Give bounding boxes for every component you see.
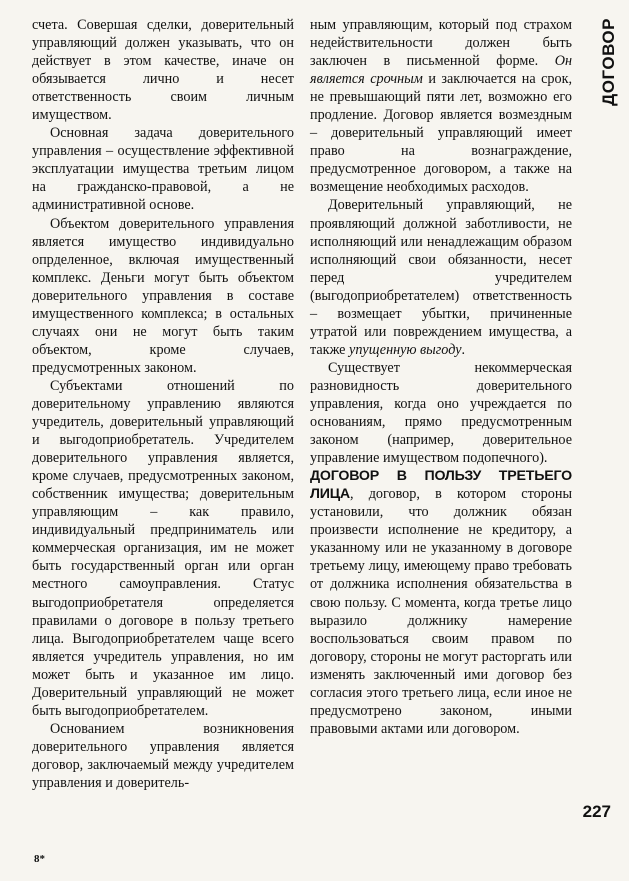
emphasis-text: Он является срочным — [310, 53, 573, 88]
dictionary-entry — [310, 467, 572, 738]
entry-term: ДОГОВОР В ПОЛЬЗУ ТРЕТЬЕГО ЛИЦА — [310, 468, 572, 503]
emphasis-text: упущенную выгоду — [349, 341, 462, 358]
paragraph — [310, 196, 572, 358]
paragraph: Субъектами отношений по доверительному управлению являются учредитель, доверительный управляющий и выгодоприобретатель. Учредителем доверительного управления является, кроме случаев, предусмотренных законом, собственник имущества; доверительным управляющим – как правило, индивидуальный предприниматель или коммерческая организация, им не может быть государственный орган или орган местного самоуправления. Статус выгодоприобретателя определяется правилами о договоре в пользу третьего лица. Выгодоприобретателем чаще всего является учредитель управления, но им может быть и указанное им лицо. Доверительный управляющий не может быть выгодоприобретателем. — [32, 377, 294, 719]
paragraph: Основанием возникновения доверительного управления является договор, заключаемый между учредителем управления и доверитель- — [32, 720, 294, 791]
paragraph: счета. Совершая сделки, доверительный управляющий должен указывать, что он действует в этом качестве, иначе он обязывается лично и несет ответственность своим личным имуществом. — [32, 17, 294, 124]
paragraph: Объектом доверительного управления является имущество индивидуально опрделенное, включая имущественный комплекс. Деньги могут быть объектом доверительного управления в составе имущественного комплекса; в остальных случаях они не могут быть таким объектом, кроме случаев, предусмотренных законом. — [32, 215, 294, 376]
entry-definition: , договор, в котором стороны установили, что должник обязан произвести исполнение не кредитору, а указанному или не указанному в договоре третьему лицу, имеющему право требовать от должника исполнения обязательства в свою пользу. С момента, когда третье лицо выразило должнику намерение воспользоваться своим правом по договору, стороны не могут расторгать или изменять заключенный ими договор без согласия этого третьего лица, если иное не предусмотрено законом, иными правовыми актами или договором. — [310, 486, 572, 737]
left-column — [32, 16, 294, 792]
page-number: 227 — [582, 802, 611, 821]
right-column — [310, 16, 572, 738]
paragraph — [310, 16, 572, 196]
text-run: . — [461, 341, 466, 358]
paragraph: Существует некоммерческая разновидность доверительного управления, когда оно учреждается по основаниям, прямо предусмотренным законом (например, доверительное управление имуществом подопечного). — [310, 359, 572, 467]
text-run: и заключается на срок, не превышающий пяти лет, возможно его продление. Договор является возмездным – доверительный управляющий имеет право на вознаграждение, предусмотренное договором, а также на возмещение необходимых расходов. — [310, 71, 573, 196]
running-header-title: ДОГОВОР — [599, 18, 618, 106]
text-run: ным управляющим, который под страхом недействительности должен быть заключен в письменной форме. — [310, 17, 572, 70]
signature-mark: 8* — [34, 853, 45, 865]
text-run: Доверительный управляющий, не проявляющий должной заботливости, не исполняющий или ненадлежащим образом исполняющий свои обязанности, несет перед учредителем (выгодоприобретателем) ответственность – возмещает убытки, причиненные утратой или повреждением имущества, а также — [310, 197, 572, 358]
paragraph: Основная задача доверительного управления – осуществление эффективной эксплуатации имущества третьим лицом на гражданско-правовой, а не административной основе. — [32, 125, 294, 214]
